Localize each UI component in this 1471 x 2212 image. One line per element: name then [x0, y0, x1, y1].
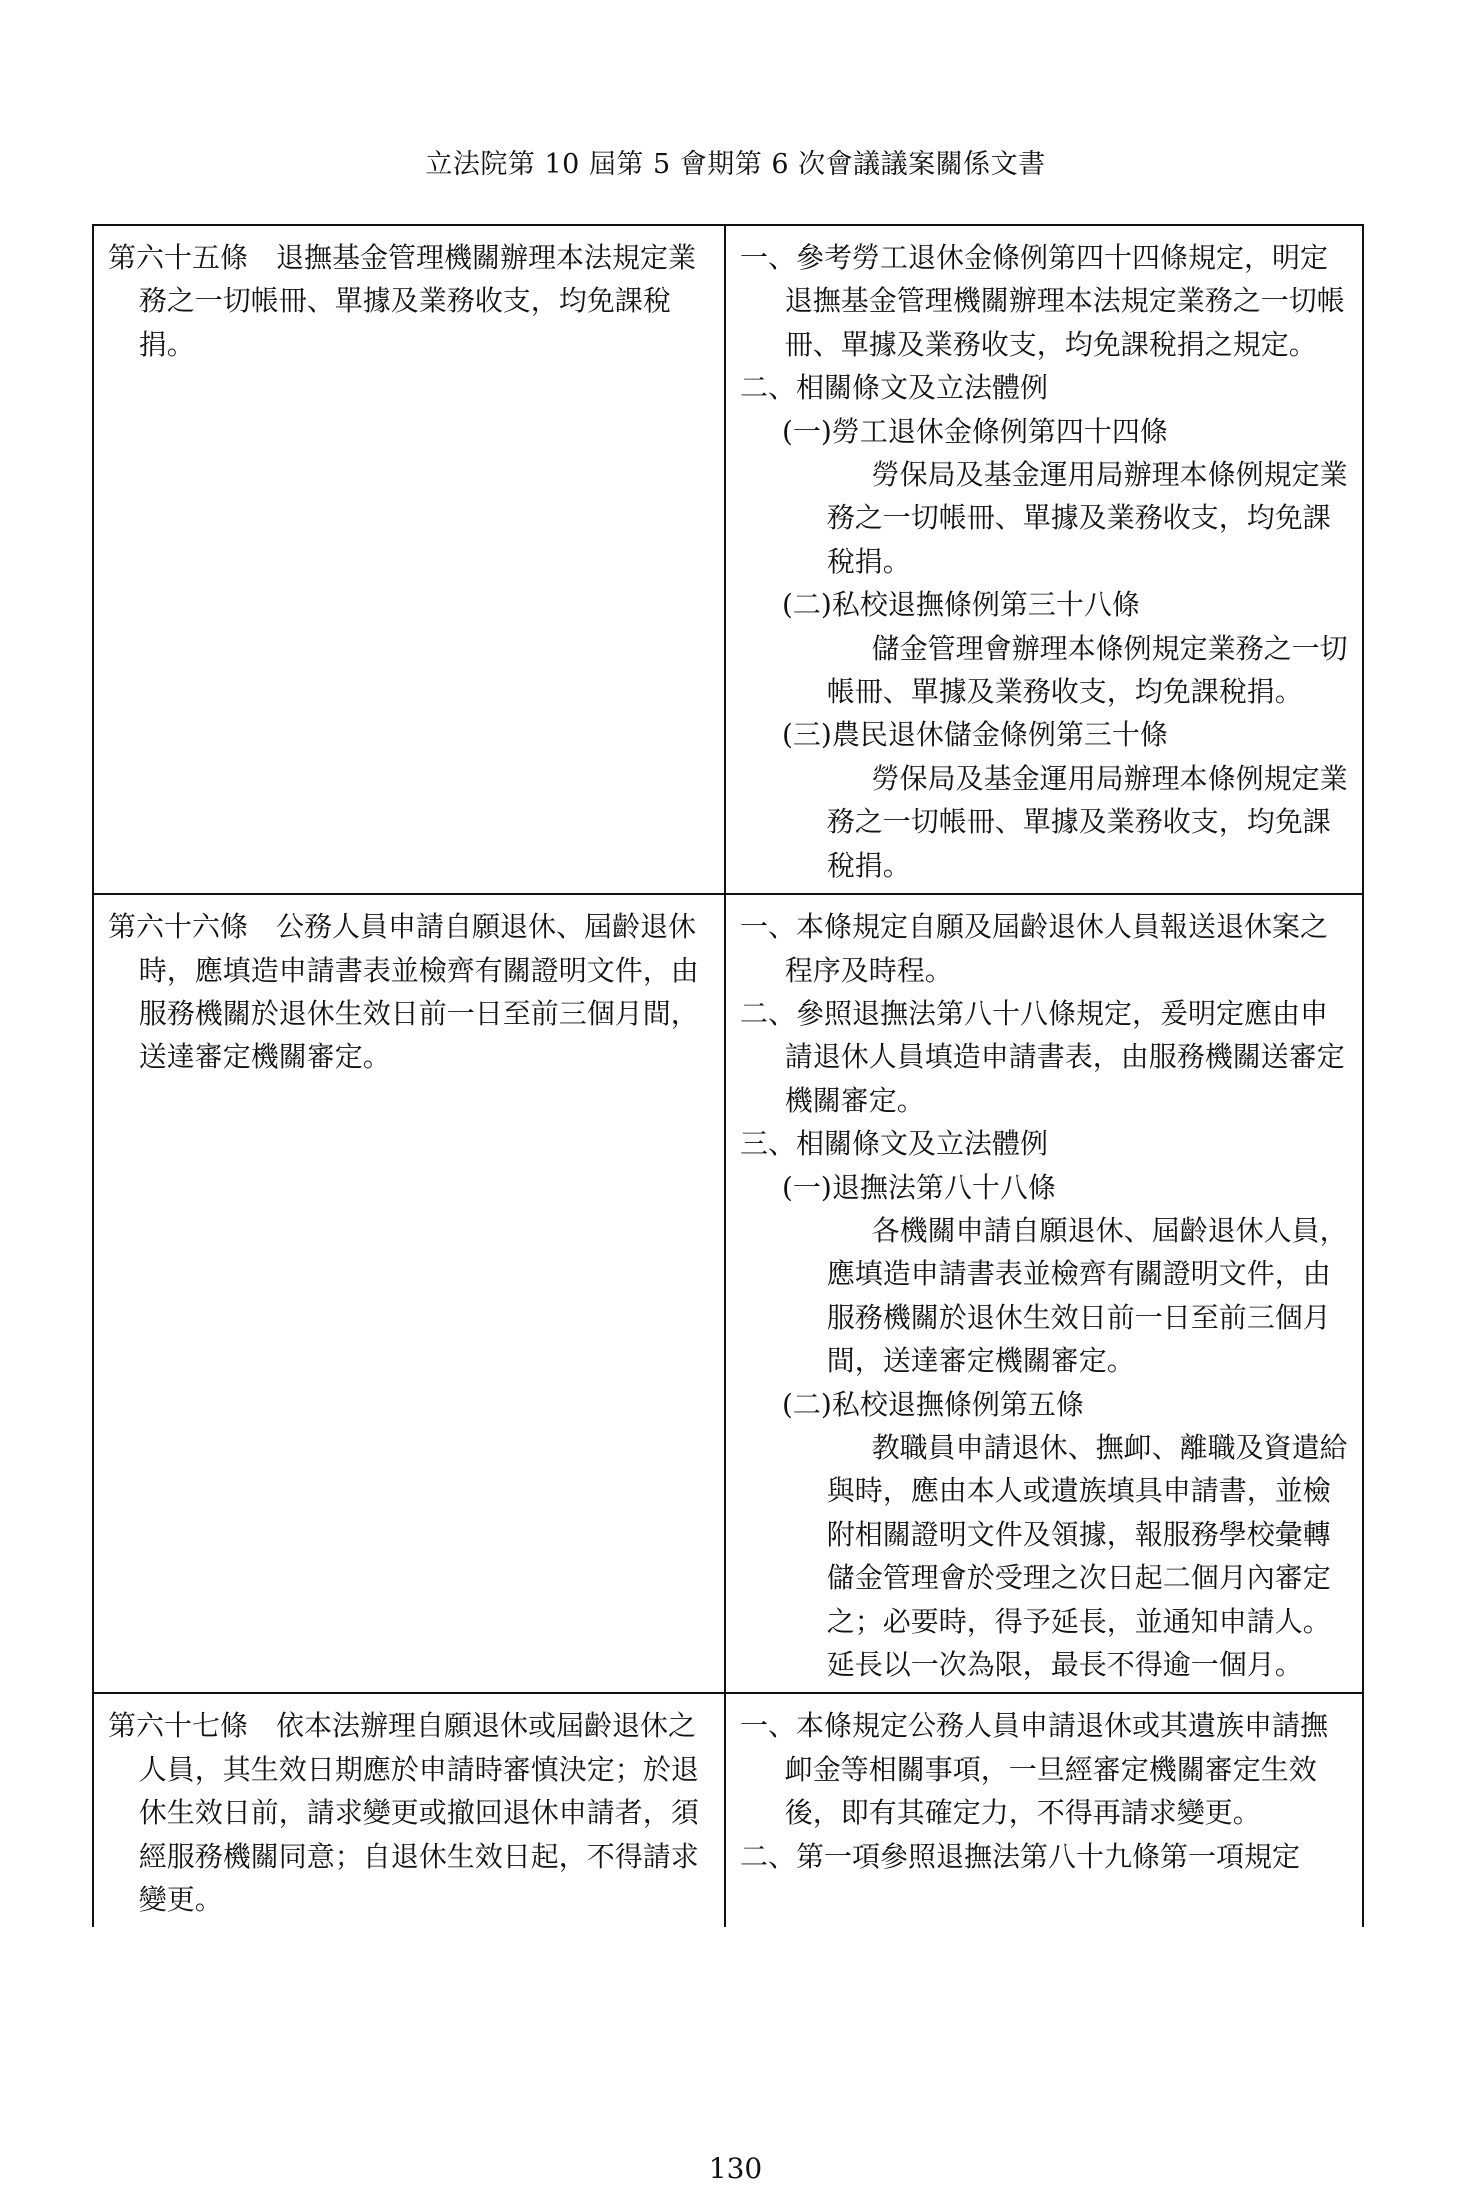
table-row	[93, 225, 1363, 894]
explanation-item: 一、參考勞工退休金條例第四十四條規定，明定退撫基金管理機關辦理本法規定業務之一切帳冊、單據及業務收支，均免課稅捐之規定。	[740, 241, 1345, 361]
article-text: 第六十五條 退撫基金管理機關辦理本法規定業務之一切帳冊、單據及業務收支，均免課稅捐。	[108, 241, 697, 361]
article-cell	[93, 225, 725, 894]
reference-text: 勞保局及基金運用局辦理本條例規定業務之一切帳冊、單據及業務收支，均免課稅捐。	[826, 761, 1348, 882]
reference-text: 勞保局及基金運用局辦理本條例規定業務之一切帳冊、單據及業務收支，均免課稅捐。	[826, 458, 1348, 578]
table-row	[93, 1693, 1363, 1927]
explanation-item: 二、相關條文及立法體例	[740, 371, 1049, 405]
reference-heading: (三)農民退休儲金條例第三十條	[782, 718, 1168, 752]
explanation-item: 一、本條規定自願及屆齡退休人員報送退休案之程序及時程。	[740, 910, 1329, 987]
explanation-cell	[725, 894, 1363, 1693]
explanation-item: 二、第一項參照退撫法第八十九條第一項規定	[740, 1839, 1301, 1873]
article-cell	[93, 1693, 725, 1927]
article-text: 第六十六條 公務人員申請自願退休、屆齡退休時，應填造申請書表並檢齊有關證明文件，由服務機關於退休生效日前一日至前三個月間，送達審定機關審定。	[108, 910, 699, 1074]
reference-heading: (二)私校退撫條例第五條	[782, 1387, 1084, 1421]
document-header: 立法院第 10 屆第 5 會期第 6 次會議議案關係文書	[425, 149, 1046, 180]
explanation-cell	[725, 1693, 1363, 1927]
article-text: 第六十七條 依本法辦理自願退休或屆齡退休之人員，其生效日期應於申請時審慎決定；於退休生效日前，請求變更或撤回退休申請者，須經服務機關同意；自退休生效日起，不得請求變更。	[108, 1709, 699, 1917]
explanation-item: 一、本條規定公務人員申請退休或其遺族申請撫卹金等相關事項，一旦經審定機關審定生效後，即有其確定力，不得再請求變更。	[740, 1709, 1329, 1830]
provisions-table	[92, 224, 1364, 1927]
reference-text: 各機關申請自願退休、屆齡退休人員，應填造申請書表並檢齊有關證明文件，由服務機關於退休生效日前一日至前三個月間，送達審定機關審定。	[826, 1213, 1348, 1378]
explanation-item: 三、相關條文及立法體例	[740, 1127, 1049, 1161]
reference-text: 教職員申請退休、撫卹、離職及資遣給與時，應由本人或遺族填具申請書，並檢附相關證明文件及領據，報服務學校彙轉儲金管理會於受理之次日起二個月內審定之；必要時，得予延長，並通知申請人。延長以一次為限，最長不得逾一個月。	[826, 1430, 1348, 1681]
reference-heading: (二)私校退撫條例第三十八條	[782, 588, 1140, 622]
explanation-cell	[725, 225, 1363, 894]
table-row	[93, 894, 1363, 1693]
article-cell	[93, 894, 725, 1693]
explanation-item: 二、參照退撫法第八十八條規定，爰明定應由申請退休人員填造申請書表，由服務機關送審定機關審定。	[740, 996, 1345, 1117]
reference-heading: (一)退撫法第八十八條	[782, 1170, 1056, 1204]
page-number: 130	[708, 2152, 763, 2185]
reference-text: 儲金管理會辦理本條例規定業務之一切帳冊、單據及業務收支，均免課稅捐。	[826, 631, 1348, 709]
reference-heading: (一)勞工退休金條例第四十四條	[782, 414, 1168, 448]
